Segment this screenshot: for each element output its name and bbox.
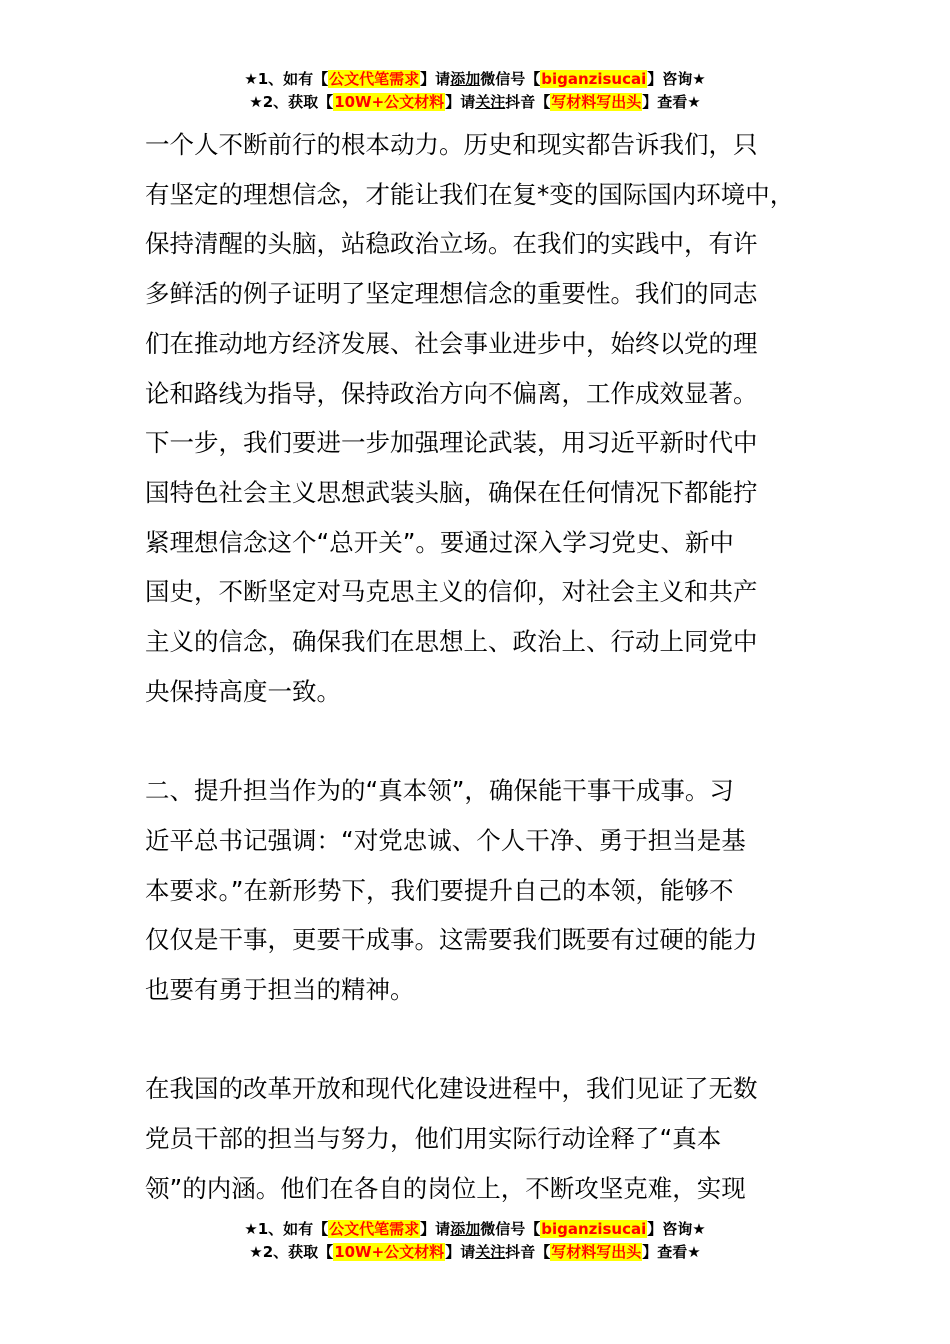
text-line: 们在推动地方经济发展、社会事业进步中，始终以党的理	[145, 328, 758, 358]
banner-line-1	[0, 1218, 950, 1241]
banner-text: 微信号【	[480, 70, 541, 88]
banner-text: 】请	[445, 93, 476, 111]
text-line: 领”的内涵。他们在各自的岗位上，不断攻坚克难，实现	[145, 1173, 746, 1203]
text-line: 国特色社会主义思想武装头脑，确保在任何情况下都能拧	[145, 477, 758, 507]
text-line: 下一步，我们要进一步加强理论武装，用习近平新时代中	[145, 428, 758, 458]
banner-highlight: 写材料写出头	[551, 93, 642, 111]
header-banner	[0, 68, 950, 114]
banner-text: 微信号【	[480, 1220, 541, 1238]
banner-text: 】请	[445, 1243, 476, 1261]
banner-highlight: biganzisucai	[541, 70, 647, 88]
text-line: 保持清醒的头脑，站稳政治立场。在我们的实践中，有许	[145, 229, 758, 259]
footer-banner	[0, 1218, 950, 1264]
banner-highlight: 写材料写出头	[551, 1243, 642, 1261]
text-line: 有坚定的理想信念，才能让我们在复*变的国际国内环境中，	[145, 179, 795, 209]
text-line: 主义的信念，确保我们在思想上、政治上、行动上同党中	[145, 627, 758, 657]
text-line: 也要有勇于担当的精神。	[145, 974, 415, 1004]
paragraph-gap	[145, 716, 835, 766]
banner-underlined-text: 添加	[450, 70, 481, 88]
banner-text: ★1、如有【	[244, 1220, 329, 1238]
banner-text: 】请	[420, 1220, 451, 1238]
banner-text: 】咨询★	[647, 70, 706, 88]
banner-text: 】查看★	[642, 93, 701, 111]
banner-text: 抖音【	[505, 1243, 551, 1261]
banner-text: ★2、获取【	[249, 1243, 334, 1261]
text-line: 本要求。”在新形势下，我们要提升自己的本领，能够不	[145, 875, 734, 905]
banner-line-2	[0, 1241, 950, 1264]
banner-highlight: 10W+公文材料	[334, 93, 445, 111]
banner-text: ★2、获取【	[249, 93, 334, 111]
banner-text: 抖音【	[505, 93, 551, 111]
text-line: 二、提升担当作为的“真本领”，确保能干事干成事。习	[145, 776, 734, 806]
text-line: 一个人不断前行的根本动力。历史和现实都告诉我们，只	[145, 130, 758, 159]
banner-underlined-text: 关注	[475, 93, 506, 111]
banner-highlight: 公文代笔需求	[329, 70, 420, 88]
banner-text: ★1、如有【	[244, 70, 329, 88]
text-line: 近平总书记强调：“对党忠诚、个人干净、勇于担当是基	[145, 825, 746, 855]
paragraph-gap	[145, 1015, 835, 1065]
banner-underlined-text: 添加	[450, 1220, 481, 1238]
banner-text: 】查看★	[642, 1243, 701, 1261]
banner-underlined-text: 关注	[475, 1243, 506, 1261]
banner-text: 】请	[420, 70, 451, 88]
text-line: 紧理想信念这个“总开关”。要通过深入学习党史、新中	[145, 527, 734, 557]
banner-line-2	[0, 91, 950, 114]
banner-highlight: 公文代笔需求	[329, 1220, 420, 1238]
banner-highlight: biganzisucai	[541, 1220, 647, 1238]
text-line: 多鲜活的例子证明了坚定理想信念的重要性。我们的同志	[145, 279, 758, 309]
document-body	[145, 120, 835, 1213]
banner-highlight: 10W+公文材料	[334, 1243, 445, 1261]
banner-text: 】咨询★	[647, 1220, 706, 1238]
text-line: 在我国的改革开放和现代化建设进程中，我们见证了无数	[145, 1074, 758, 1104]
text-line: 国史，不断坚定对马克思主义的信仰，对社会主义和共产	[145, 577, 758, 607]
text-line: 央保持高度一致。	[145, 676, 341, 706]
text-line: 仅仅是干事，更要干成事。这需要我们既要有过硬的能力	[145, 925, 758, 955]
text-line: 党员干部的担当与努力，他们用实际行动诠释了“真本	[145, 1124, 722, 1154]
text-line: 论和路线为指导，保持政治方向不偏离，工作成效显著。	[145, 378, 758, 408]
banner-line-1	[0, 68, 950, 91]
